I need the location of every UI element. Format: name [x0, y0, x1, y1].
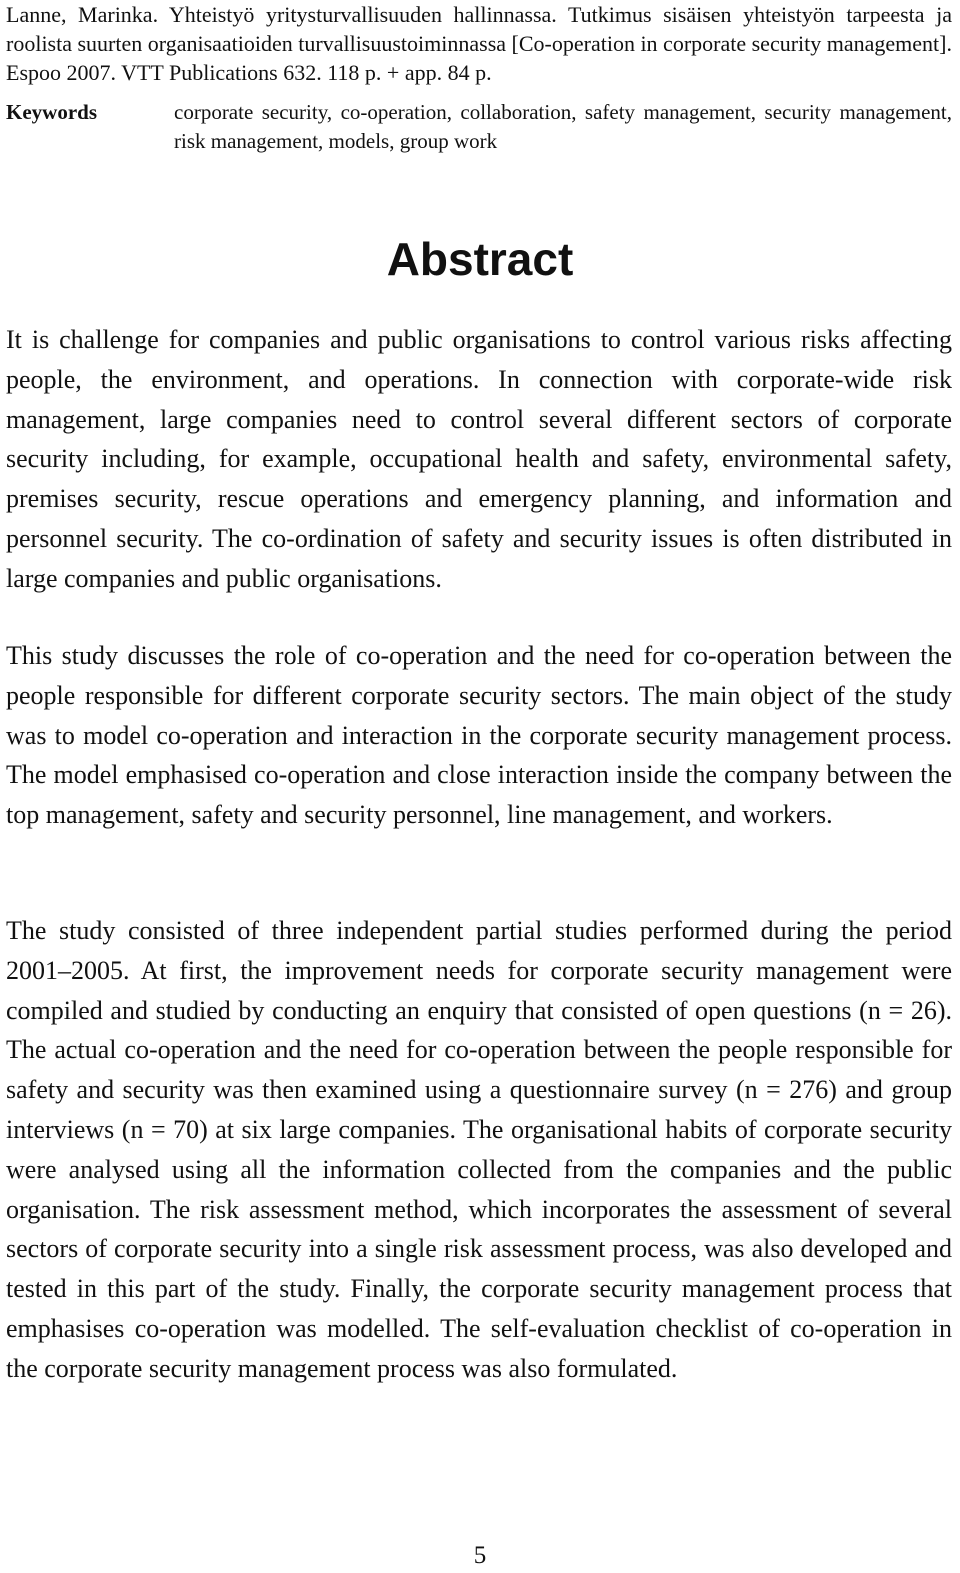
abstract-heading: Abstract	[386, 233, 574, 285]
bibliographic-citation: Lanne, Marinka. Yhteistyö yritysturvallisuuden hallinnassa. Tutkimus sisäisen yhteistyön tarpeesta ja roolista suurten organisaatioiden turvallisuustoiminnassa [Co-operation in corporate security management]. Espoo 2007. VTT Publications 632. 118 p. + app. 84 p.	[6, 2, 952, 85]
abstract-paragraph-2: This study discusses the role of co-operation and the need for co-operation between the people responsible for different corporate security sectors. The main object of the study was to model co-operation and interaction in the corporate security management process. The model emphasised co-operation and close interaction inside the company between the top management, safety and security personnel, line management, and workers.	[6, 641, 952, 830]
page-number: 5	[473, 1542, 487, 1569]
keywords-row	[6, 98, 952, 156]
keywords-label: Keywords	[6, 100, 97, 124]
abstract-paragraph-1: It is challenge for companies and public organisations to control various risks affecting people, the environment, and operations. In connection with corporate-wide risk management, large companies need to control several different sectors of corporate security including, for example, occupational health and safety, environmental safety, premises security, rescue operations and emergency planning, and information and personnel security. The co-ordination of safety and security issues is often distributed in large companies and public organisations.	[6, 325, 952, 593]
abstract-paragraph-3: The study consisted of three independent partial studies performed during the period 2001–2005. At first, the improvement needs for corporate security management were compiled and studied by conducting an enquiry that consisted of open questions (n = 26). The actual co-operation and the need for co-operation between the people responsible for safety and security was then examined using a questionnaire survey (n = 276) and group interviews (n = 70) at six large companies. The organisational habits of corporate security were analysed using all the information collected from the companies and the public organisation. The risk assessment method, which incorporates the assessment of several sectors of corporate security into a single risk assessment process, was also developed and tested in this part of the study. Finally, the corporate security management process that emphasises co-operation was modelled. The self-evaluation checklist of co-operation in the corporate security management process was also formulated.	[6, 916, 952, 1383]
keywords-list: corporate security, co-operation, collaboration, safety management, security management, risk management, models, group work	[174, 100, 952, 153]
